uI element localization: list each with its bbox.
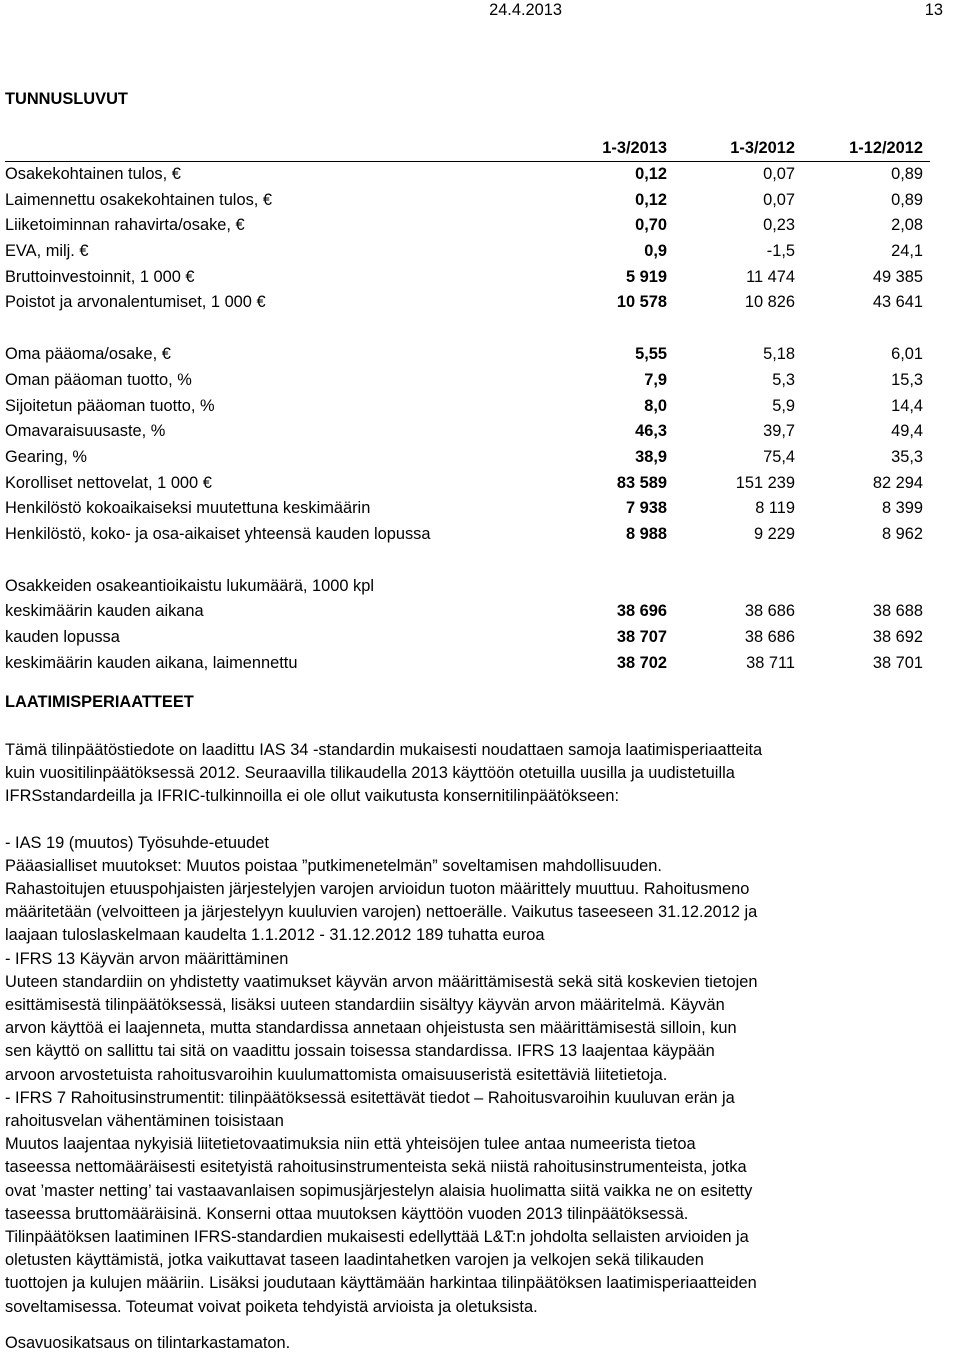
row-value: 0,70: [635, 216, 667, 235]
row-value: 38 701: [872, 653, 923, 672]
paragraph: - IAS 19 (muutos) Työsuhde-etuudet Pääasialliset muutokset: Muutos poistaa ”putkimenetelmän” soveltamisen mahdollisuuden. Rahastoitujen etuuspohjaisten järjestelyjen varojen arvioidun tuoton määrittely muuttuu. Rahoitusmeno määritetään (velvoitteen ja järjestelyyn kuuluvien varojen) nettoerälle. Vaikutus taseeseen 31.12.2012 ja laajaan tuloslaskelmaan kaudelta 1.1.2012 - 31.12.2012 189 tuhatta euroa - IFRS 13 Käyvän arvon määrittäminen Uuteen standardiin on yhdistetty vaatimukset käyvän arvon määrittämisestä sekä sitä koskevien tietojen esittämisestä tilinpäätöksessä, lisäksi uuteen standardiin sisältyy käyvän arvon määritelmä. Käyvän arvon käyttöä ei laajenneta, mutta standardissa annetaan ohjeistusta sen määrittämisestä silloin, kun sen käyttö on sallittu tai sitä on vaadittu jossain toisessa standardissa. IFRS 13 laajentaa käypään arvoon arvostetuista rahoitusvaroihin kuulumattomista omaisuuseristä esitettäviä liitetietoja. - IFRS 7 Rahoitusinstrumentit: tilinpäätöksessä esitettävät tiedot – Rahoitusvaroihin kuuluvan erän ja rahoitusvelan vähentäminen toisistaan Muutos laajentaa nykyisiä liitetietovaatimuksia niin että yhteisöjen tulee antaa numeerista tietoa taseessa nettomääräisesti esitetyistä rahoitusinstrumenteista sekä niistä rahoitusinstrumenteista, jotka ovat ’master netting’ tai vastaavanlaisen sopimusjärjestelyn alaisia huolimatta siitä vaikka ne on esitetty taseessa bruttomääräisinä. Konserni ottaa muutoksen käyttöön vuoden 2013 tilinpäätöksessä. Tilinpäätöksen laatiminen IFRS-standardien mukaisesti edellyttää L&T:n johdolta sellaisten arvioiden ja oletusten käyttämistä, jotka vaikuttavat taseen laadintahetken varojen ja velkojen sekä tilikauden tuottojen ja kulujen määriin. Lisäksi joudutaan käyttämään harkintaa tilinpäätöksen laatimisperiaatteiden soveltamisessa. Toteumat voivat poiketa tehdyistä arvioista ja oletuksista.: [5, 833, 758, 1316]
row-value: 0,89: [891, 165, 923, 183]
row-value: 46,3: [635, 422, 667, 441]
table-row: [5, 239, 930, 265]
table-row: [5, 599, 930, 625]
row-value: 9 229: [753, 524, 795, 543]
row-value: 38 696: [616, 602, 667, 621]
table-row: [5, 342, 930, 368]
row-value: 75,4: [763, 447, 795, 466]
table-row: [5, 445, 930, 471]
footer-note: Osavuosikatsaus on tilintarkastamaton.: [5, 1334, 291, 1352]
row-label: Henkilöstö, koko- ja osa-aikaiset yhteensä kauden lopussa: [5, 524, 431, 543]
row-value: 5,55: [635, 345, 667, 364]
row-value: 0,23: [763, 216, 795, 235]
row-value: 38 711: [746, 653, 795, 672]
row-value: 151 239: [735, 473, 795, 492]
row-value: 0,89: [891, 190, 923, 209]
column-header: 1-3/2013: [602, 139, 667, 157]
row-label: Liiketoiminnan rahavirta/osake, €: [5, 216, 245, 235]
row-label: Poistot ja arvonalentumiset, 1 000 €: [5, 293, 266, 312]
page-number: 13: [924, 1, 943, 19]
row-value: 2,08: [891, 216, 923, 235]
row-value: -1,5: [766, 242, 795, 261]
table-row: [5, 188, 930, 214]
row-label: kauden lopussa: [5, 628, 120, 646]
row-value: 83 589: [616, 473, 667, 492]
row-value: 0,12: [635, 165, 667, 183]
row-value: 0,12: [635, 190, 667, 209]
row-label: Omavaraisuusaste, %: [5, 422, 166, 441]
row-value: 5,3: [772, 370, 795, 389]
row-value: 11 474: [746, 267, 795, 286]
table-body: [5, 162, 930, 676]
page-header: [0, 2, 960, 22]
table-header-row: [5, 136, 930, 162]
table-row: [5, 574, 930, 600]
row-value: 38 686: [744, 602, 795, 621]
table-row: [5, 213, 930, 239]
row-label: Oma pääoma/osake, €: [5, 345, 171, 364]
table-row: [5, 625, 930, 651]
key-figures-table: [5, 136, 930, 676]
row-value: 39,7: [763, 422, 795, 441]
row-value: 7,9: [644, 370, 667, 389]
row-label: Oman pääoman tuotto, %: [5, 370, 192, 389]
row-value: 38 707: [616, 628, 667, 646]
row-value: 5,18: [763, 345, 795, 364]
row-value: 43 641: [872, 293, 923, 312]
row-label: Sijoitetun pääoman tuotto, %: [5, 396, 215, 415]
table-row: [5, 471, 930, 497]
row-label: Osakekohtainen tulos, €: [5, 165, 181, 183]
row-value: 38 686: [744, 628, 795, 646]
section-title-key-figures: TUNNUSLUVUT: [5, 90, 128, 108]
table-row: [5, 651, 930, 677]
row-value: 8,0: [644, 396, 667, 415]
row-value: 24,1: [891, 242, 923, 261]
row-label: Bruttoinvestoinnit, 1 000 €: [5, 267, 195, 286]
column-header: 1-3/2012: [730, 139, 795, 157]
row-value: 14,4: [891, 396, 923, 415]
row-label: keskimäärin kauden aikana: [5, 602, 204, 621]
table-row: [5, 265, 930, 291]
row-value: 0,07: [763, 190, 795, 209]
table-row: [5, 290, 930, 316]
row-value: 8 399: [881, 499, 923, 518]
row-value: 0,9: [644, 242, 667, 261]
paragraph: Tämä tilinpäätöstiedote on laadittu IAS 34 -standardin mukaisesti noudattaen samoja laatimisperiaatteita kuin vuositilinpäätöksessä 2012. Seuraavilla tilikaudella 2013 käyttöön otetuilla uusilla ja uudistetuilla IFRSstandardeilla ja IFRIC-tulkinnoilla ei ole ollut vaikutusta konsernitilinpäätökseen:: [5, 741, 763, 806]
header-date: 24.4.2013: [489, 1, 562, 19]
column-header: 1-12/2012: [849, 139, 923, 157]
row-label: Korolliset nettovelat, 1 000 €: [5, 473, 212, 492]
row-value: 49,4: [891, 422, 923, 441]
table-row: [5, 419, 930, 445]
row-value: 38 692: [872, 628, 923, 646]
row-value: 8 962: [881, 524, 923, 543]
row-label: EVA, milj. €: [5, 242, 89, 261]
row-value: 38,9: [635, 447, 667, 466]
row-value: 8 988: [625, 524, 667, 543]
row-value: 7 938: [625, 499, 667, 518]
table-row: [5, 394, 930, 420]
row-value: 8 119: [755, 499, 795, 518]
row-label: Laimennettu osakekohtainen tulos, €: [5, 190, 272, 209]
table-row: [5, 162, 930, 188]
section-title-accounting-policies: LAATIMISPERIAATTEET: [5, 693, 194, 711]
policies-body: [5, 739, 935, 1319]
row-value: 15,3: [891, 370, 923, 389]
row-value: 35,3: [891, 447, 923, 466]
row-value: 10 826: [744, 293, 795, 312]
row-value: 0,07: [763, 165, 795, 183]
row-value: 49 385: [872, 267, 923, 286]
row-value: 82 294: [872, 473, 923, 492]
row-label: Osakkeiden osakeantioikaistu lukumäärä, 1000 kpl: [5, 576, 375, 595]
table-row: [5, 496, 930, 522]
table-row: [5, 522, 930, 548]
row-value: 5,9: [772, 396, 795, 415]
row-label: keskimäärin kauden aikana, laimennettu: [5, 653, 298, 672]
row-value: 5 919: [625, 267, 667, 286]
row-value: 38 688: [872, 602, 923, 621]
row-label: Gearing, %: [5, 447, 87, 466]
row-value: 38 702: [616, 653, 667, 672]
table-row: [5, 368, 930, 394]
row-label: Henkilöstö kokoaikaiseksi muutettuna keskimäärin: [5, 499, 371, 518]
row-value: 6,01: [891, 345, 923, 364]
row-value: 10 578: [616, 293, 667, 312]
